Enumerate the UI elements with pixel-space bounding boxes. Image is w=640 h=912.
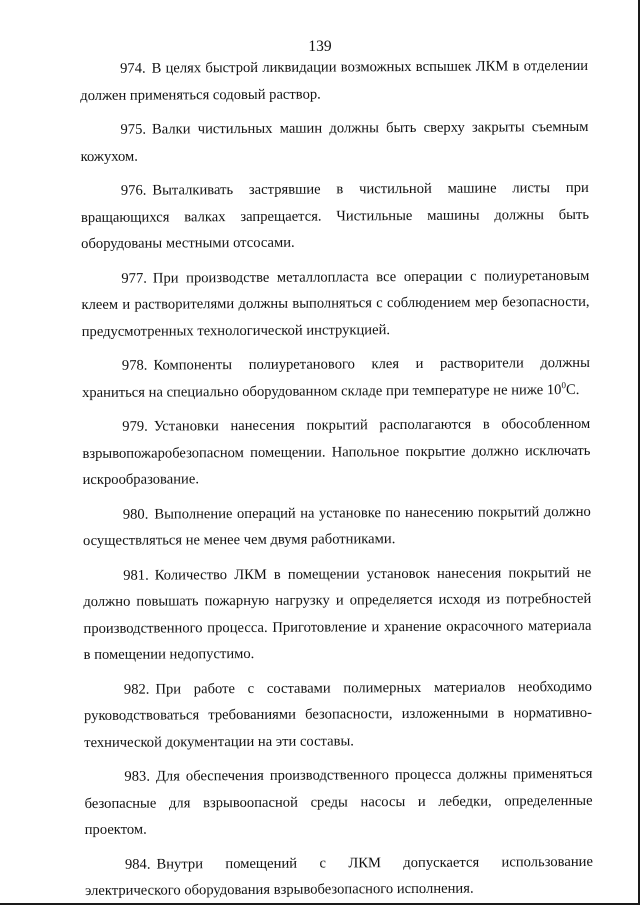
paragraph-number: 984. [124, 856, 151, 873]
paragraph-974 [80, 53, 588, 109]
paragraph-text: При работе с составами полимерных материалов необходимо руководствоваться требованиями безопасности, изложенными в нормативно-технической документации на эти составы. [83, 678, 593, 751]
paragraph-977 [81, 262, 589, 345]
paragraph-number: 979. [122, 418, 148, 435]
paragraph-983 [84, 761, 592, 844]
paragraph-984 [85, 848, 593, 904]
paragraph-number: 982. [123, 681, 150, 698]
paragraph-981 [83, 559, 592, 668]
paragraph-text-tail: С. [565, 381, 580, 398]
paragraph-text: Внутри помещений с ЛКМ допускается использование электрического оборудования взрывобезопасного исполнения. [85, 853, 593, 899]
paragraph-text: Количество ЛКМ в помещении установок нанесения покрытий не должно повышать пожарную нагрузку и определяется исходя из потребностей производственного процесса. Приготовление и хранение окрасочного материала в помещении недопустимо. [83, 564, 592, 663]
paragraph-number: 983. [124, 768, 150, 785]
paragraph-number: 976. [120, 182, 147, 199]
paragraph-979 [82, 411, 590, 494]
paragraph-number: 975. [120, 121, 147, 138]
paragraph-number: 981. [123, 567, 149, 584]
paragraph-text: Компоненты полиуретанового клея и растворители должны храниться на специально оборудованном складе при температуре не ниже 10 [82, 354, 590, 401]
paragraph-number: 974. [120, 60, 146, 77]
temperature-degree-superscript: 0 [561, 379, 566, 390]
paragraph-text: Валки чистильных машин должны быть сверху закрыты съемным кожухом. [80, 118, 589, 165]
paragraph-text: Установки нанесения покрытий располагаются в обособленном взрывопожаробезопасном помещении. Напольное покрытие должно исключать искрообразование. [82, 415, 591, 488]
paragraph-982 [84, 673, 592, 756]
paragraph-text: При производстве металлопласта все операции с полиуретановым клеем и растворителями должны выполняться с соблюдением мер безопасности, предусмотренных технологической инструкцией. [81, 267, 590, 340]
paragraph-number: 980. [122, 506, 149, 523]
paragraph-text: Выталкивать застрявшие в чистильной машине листы при вращающихся валках запрещается. Чистильные машины должны быть оборудованы местными отсосами. [80, 179, 590, 252]
paragraph-text: Для обеспечения производственного процесса должны применяться безопасные для взрывоопасной среды насосы и лебедки, определенные проектом. [84, 765, 593, 838]
paragraph-975 [80, 114, 588, 170]
paragraph-text: В целях быстрой ликвидации возможных вспышек ЛКМ в отделении должен применяться содовый раствор. [80, 57, 589, 104]
page-number: 139 [308, 38, 332, 55]
paragraph-980 [83, 498, 591, 554]
paragraph-976 [81, 175, 589, 258]
paragraph-978 [82, 350, 590, 406]
document-body [80, 53, 593, 912]
paragraph-text: Выполнение операций на установке по нанесению покрытий должно осуществляться не менее чем двумя работниками. [82, 503, 591, 549]
paragraph-number: 977. [121, 270, 147, 287]
paragraph-number: 978. [121, 357, 148, 374]
